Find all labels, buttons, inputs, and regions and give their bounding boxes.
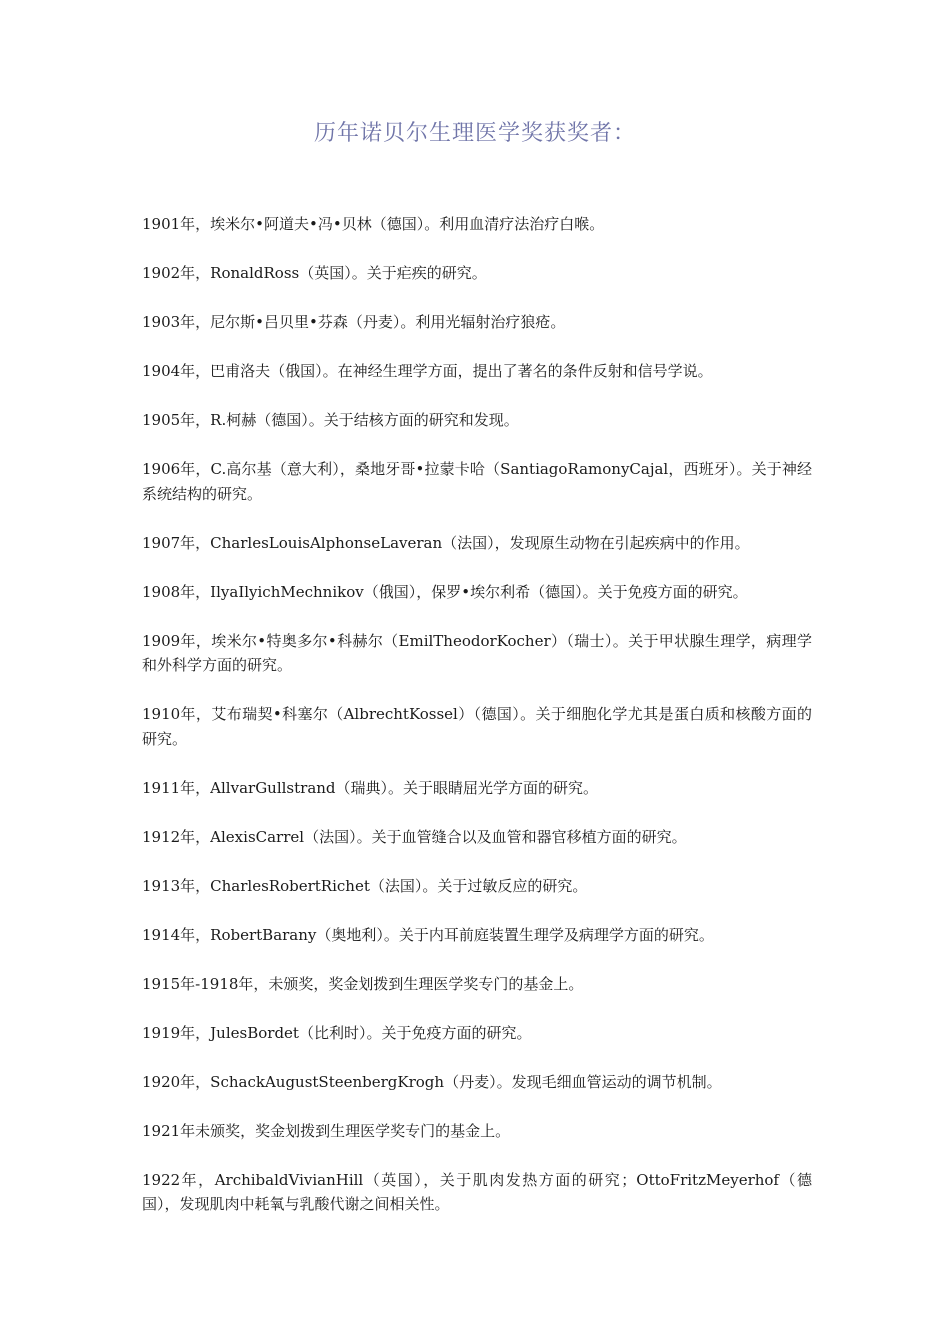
laureate-entry-1903: 1903年，尼尔斯•吕贝里•芬森（丹麦）。利用光辐射治疗狼疮。 <box>142 313 566 331</box>
laureate-entry-1919: 1919年，JulesBordet（比利时）。关于免疫方面的研究。 <box>142 1023 532 1042</box>
laureate-entry-1905: 1905年，R.柯赫（德国）。关于结核方面的研究和发现。 <box>142 411 519 429</box>
laureate-entry-1911: 1911年，AllvarGullstrand（瑞典）。关于眼睛屈光学方面的研究。 <box>142 778 599 797</box>
laureate-entry-1915-1918: 1915年-1918年，未颁奖，奖金划拨到生理医学奖专门的基金上。 <box>142 974 584 993</box>
laureate-entry-1920: 1920年，SchackAugustSteenbergKrogh（丹麦）。发现毛细血管运动的调节机制。 <box>142 1072 722 1091</box>
laureate-entry-1912: 1912年，AlexisCarrel（法国）。关于血管缝合以及血管和器官移植方面的研究。 <box>142 827 687 846</box>
page-title: 历年诺贝尔生理医学奖获奖者： <box>313 121 636 146</box>
laureate-entry-1902: 1902年，RonaldRoss（英国）。关于疟疾的研究。 <box>142 264 487 282</box>
laureate-entry-1909: 1909年，埃米尔•特奥多尔•科赫尔（EmilTheodorKocher）（瑞士）。关于甲状腺生理学，病理学和外科学方面的研究。 <box>142 631 812 674</box>
laureate-list <box>142 212 812 1241</box>
laureate-entry-1907: 1907年，CharlesLouisAlphonseLaveran（法国），发现原生动物在引起疾病中的作用。 <box>142 533 750 552</box>
laureate-entry-1906: 1906年，C.高尔基（意大利），桑地牙哥•拉蒙卡哈（SantiagoRamonyCajal，西班牙）。关于神经系统结构的研究。 <box>142 460 812 503</box>
laureate-entry-1901: 1901年，埃米尔•阿道夫•冯•贝林（德国）。利用血清疗法治疗白喉。 <box>142 215 605 233</box>
laureate-entry-1921: 1921年未颁奖，奖金划拨到生理医学奖专门的基金上。 <box>142 1121 511 1140</box>
laureate-entry-1908: 1908年，IlyaIlyichMechnikov（俄国），保罗•埃尔利希（德国）。关于免疫方面的研究。 <box>142 582 748 601</box>
laureate-entry-1913: 1913年，CharlesRobertRichet（法国）。关于过敏反应的研究。 <box>142 876 588 895</box>
laureate-entry-1914: 1914年，RobertBarany（奥地利）。关于内耳前庭装置生理学及病理学方面的研究。 <box>142 925 714 944</box>
laureate-entry-1910: 1910年，艾布瑞契•科塞尔（AlbrechtKossel）（德国）。关于细胞化学尤其是蛋白质和核酸方面的研究。 <box>142 705 812 748</box>
laureate-entry-1904: 1904年，巴甫洛夫（俄国）。在神经生理学方面，提出了著名的条件反射和信号学说。 <box>142 362 713 380</box>
laureate-entry-1922: 1922年，ArchibaldVivianHill（英国），关于肌肉发热方面的研究；OttoFritzMeyerhof（德国），发现肌肉中耗氧与乳酸代谢之间相关性。 <box>142 1170 812 1213</box>
